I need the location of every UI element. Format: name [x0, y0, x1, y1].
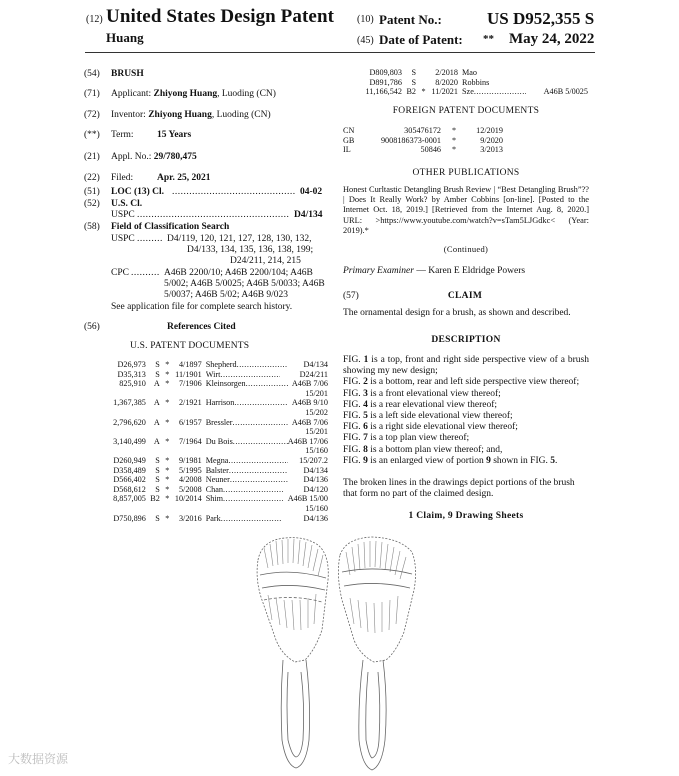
foreign-patent-documents-title: FOREIGN PATENT DOCUMENTS [392, 106, 540, 116]
ref-date: 6/1957 [178, 417, 202, 427]
ref-kind: B2 [150, 494, 160, 504]
ref-class: D4/136 [303, 513, 328, 523]
foreign-star: * [451, 145, 457, 155]
foreign-number: 9008186373-0001 [380, 135, 441, 145]
ref-class-secondary: 15/202 [305, 407, 328, 417]
ref-class-secondary: 15/201 [305, 427, 328, 437]
term-label: Term: [111, 130, 134, 140]
search-uspc-line-1: D4/119, 120, 121, 127, 128, 130, 132, [167, 234, 312, 244]
patent-no-label: Patent No.: [379, 12, 442, 27]
ref-star: * [165, 513, 170, 523]
ref-number: 11,166,542 [365, 87, 402, 97]
foreign-country: CN [343, 126, 355, 135]
code-term: (**) [84, 130, 100, 140]
patent-date: May 24, 2022 [509, 31, 595, 47]
foreign-country: IL [343, 145, 351, 155]
ref-star: * [165, 465, 170, 475]
ref-number: 3,140,499 [113, 436, 146, 446]
other-publications-text: Honest Curltastic Detangling Brush Review | “Best Detangling Brush”?? | Does It Really Work? by Amber Cobbins [on-line]. [Posted to the Internet Oct. 18, 2019.] [Retrieved from the Internet Aug. 8, 2020.] URL: >https://www.youtube.com/watch?v=sTam5LJGdkc< (Year: 2019).* [343, 185, 589, 235]
ref-number: D26,973 [117, 360, 146, 369]
ref-date: 3/2016 [178, 513, 202, 523]
ref-name: Harrison..... [206, 398, 288, 408]
description-item: FIG. 4 is a rear elevational view thereof; [343, 399, 498, 410]
filed-label: Filed: [111, 173, 134, 183]
description-item: FIG. 7 is a top plan view thereof; [343, 433, 470, 444]
description-title: DESCRIPTION [431, 335, 501, 345]
ref-name: Bressler..... [206, 418, 288, 428]
loc-value: 04-02 [300, 187, 323, 197]
examiner-separator: — [413, 266, 429, 276]
ref-date: 8/2020 [435, 77, 458, 87]
ref-class-secondary: 15/201 [305, 388, 328, 398]
continued-note: (Continued) [443, 244, 489, 254]
ref-name: Du Bois..... [206, 437, 288, 447]
inventor-label: Inventor: [111, 110, 146, 120]
ref-number: 8,857,005 [113, 494, 146, 504]
ref-name: Mao [462, 68, 478, 77]
code-72: (72) [84, 110, 100, 120]
ref-number: D566,402 [113, 475, 146, 485]
watermark: 大数据资源 [8, 752, 69, 766]
ref-class: A46B 17/06 [287, 436, 328, 446]
ref-class-secondary: 15/160 [305, 503, 328, 513]
ref-date: 11/2021 [431, 87, 458, 97]
foreign-date: 12/2019 [476, 126, 503, 135]
header-code-45: (45) [357, 35, 374, 46]
inventor-surname: Huang [106, 30, 144, 45]
claims-summary: 1 Claim, 9 Drawing Sheets [408, 511, 524, 521]
foreign-country: GB [343, 135, 355, 145]
ref-number: D35,313 [117, 369, 146, 379]
claim-text: The ornamental design for a brush, as shown and described. [343, 308, 571, 318]
search-uspc-label: USPC [111, 234, 135, 244]
ref-class: D4/136 [303, 475, 328, 485]
ref-date: 2/1921 [178, 398, 202, 408]
ref-kind: S [155, 513, 160, 523]
search-cpc-label: CPC [111, 268, 129, 278]
applicant-name: Zhiyong Huang [153, 89, 218, 99]
ref-class: A46B 7/06 [291, 417, 328, 427]
foreign-date: 3/2013 [480, 145, 503, 155]
foreign-star: * [451, 126, 457, 135]
ref-name: Wirt..... [206, 370, 288, 380]
document-title: United States Design Patent [106, 6, 335, 27]
applicant-label: Applicant: [111, 89, 152, 99]
ref-number: D260,949 [113, 455, 146, 465]
ref-class: A46B 9/10 [291, 398, 328, 408]
ref-date: 7/1906 [178, 379, 202, 389]
foreign-number: 305476172 [404, 126, 441, 135]
claim-title: CLAIM [447, 291, 483, 301]
ref-kind: S [411, 68, 416, 77]
examiner-label: Primary Examiner [343, 266, 414, 276]
ref-star: * [165, 484, 170, 494]
ref-kind: S [155, 369, 160, 379]
filed-date: Apr. 25, 2021 [157, 173, 211, 183]
ref-date: 7/1964 [178, 436, 202, 446]
header-code-12: (12) [86, 14, 103, 25]
other-publications-title: OTHER PUBLICATIONS [412, 168, 520, 178]
ref-star: * [165, 436, 170, 446]
ref-number: 825,910 [119, 379, 146, 389]
ref-name: Balster..... [206, 466, 288, 476]
ref-date: 11/1901 [175, 369, 202, 379]
ref-date: 9/1981 [178, 455, 202, 465]
foreign-number: 50846 [420, 145, 441, 155]
field-search-label: Field of Classification Search [111, 222, 230, 232]
search-cpc-line-3: 5/0037; A46B 5/02; A46B 9/023 [164, 290, 289, 300]
ref-number: D891,786 [369, 77, 402, 87]
ref-star: * [165, 475, 170, 485]
ref-name: Shim..... [206, 494, 288, 504]
term-value: 15 Years [157, 130, 192, 140]
code-54: (54) [84, 69, 100, 79]
search-cpc-line-1: A46B 2200/10; A46B 2200/104; A46B [164, 268, 313, 278]
ref-name: Park..... [206, 514, 288, 524]
description-item: FIG. 6 is a right side elevational view thereof; [343, 422, 518, 433]
references-cited-label: References Cited [167, 322, 236, 332]
ref-kind: A [153, 398, 160, 408]
ref-number: D568,612 [113, 484, 146, 494]
description-item: FIG. 2 is a bottom, rear and left side perspective view thereof; [343, 377, 580, 388]
ref-kind: S [411, 77, 416, 87]
description-item: FIG. 9 is an enlarged view of portion 9 shown in FIG. 5. [343, 455, 558, 466]
uspc-label: USPC [111, 210, 135, 220]
ref-star: * [165, 417, 170, 427]
inventor-location: , Luoding (CN) [211, 110, 271, 120]
us-patent-documents-label: U.S. PATENT DOCUMENTS [130, 341, 250, 351]
header-code-10: (10) [357, 14, 374, 25]
ref-name: Megna..... [206, 456, 288, 466]
search-uspc-line-3: D24/211, 214, 215 [230, 256, 301, 266]
ref-name: Kleinsorgen..... [206, 379, 288, 389]
code-56: (56) [84, 322, 100, 332]
ref-date: 4/1897 [178, 360, 202, 369]
ref-kind: S [155, 455, 160, 465]
ref-class: 15/207.2 [299, 455, 328, 465]
ref-star: * [165, 494, 170, 504]
description-item: FIG. 1 is a top, front and right side perspective view of a brush showing my new design; [343, 355, 589, 377]
uspc-value: D4/134 [294, 210, 323, 220]
description-item: FIG. 8 is a bottom plan view thereof; and, [343, 444, 503, 455]
ref-class: D24/211 [299, 369, 328, 379]
loc-label: LOC (13) Cl. [111, 187, 165, 197]
ref-star: * [165, 379, 170, 389]
ref-star: * [165, 398, 170, 408]
ref-kind: S [155, 465, 160, 475]
appl-label: Appl. No.: [111, 152, 152, 162]
ref-class: D4/134 [303, 465, 328, 475]
ref-class: A46B 5/0025 [543, 87, 588, 97]
ref-name: Chan..... [206, 485, 288, 495]
date-marks: ** [483, 33, 494, 45]
ref-number: 2,796,620 [113, 417, 146, 427]
ref-date: 5/2008 [178, 484, 202, 494]
description-item: FIG. 3 is a front elevational view thereof; [343, 388, 501, 399]
inventor-name: Zhiyong Huang [148, 110, 212, 120]
ref-kind: S [155, 360, 160, 369]
ref-star: * [165, 369, 170, 379]
ref-number: D809,803 [369, 68, 402, 77]
ref-kind: S [155, 475, 160, 485]
code-57: (57) [343, 291, 359, 301]
ref-kind: A [153, 379, 160, 389]
ref-class-secondary: 15/160 [305, 446, 328, 456]
ref-number: D358,489 [113, 465, 146, 475]
ref-date: 4/2008 [178, 475, 202, 485]
ref-class: A46B 7/06 [291, 379, 328, 389]
code-22: (22) [84, 173, 100, 183]
code-51: (51) [84, 187, 100, 197]
code-52: (52) [84, 199, 100, 209]
search-history-note: See application file for complete search history. [111, 302, 293, 312]
ref-name: Shepherd..... [206, 360, 288, 370]
foreign-star: * [451, 135, 457, 145]
code-71: (71) [84, 89, 100, 99]
ref-star: * [165, 455, 170, 465]
us-cl-label: U.S. Cl. [111, 199, 143, 209]
ref-class: D4/134 [303, 360, 328, 369]
applicant-location: , Luoding (CN) [217, 89, 276, 99]
ref-kind: S [155, 484, 160, 494]
date-label: Date of Patent: [379, 32, 463, 47]
code-58: (58) [84, 222, 100, 232]
ref-name: Sze..... [462, 87, 542, 97]
ref-date: 5/1995 [178, 465, 202, 475]
description-item: FIG. 5 is a left side elevational view thereof; [343, 411, 513, 422]
ref-star: * [165, 360, 170, 369]
code-21: (21) [84, 152, 100, 162]
ref-number: D750,896 [113, 513, 146, 523]
ref-star: * [421, 87, 426, 97]
ref-kind: A [153, 417, 160, 427]
ref-date: 10/2014 [174, 494, 202, 504]
search-uspc-line-2: D4/133, 134, 135, 136, 138, 199; [187, 245, 314, 255]
examiner-name: Karen E Eldridge Powers [428, 266, 526, 276]
ref-kind: B2 [406, 87, 416, 97]
search-cpc-line-2: 5/002; A46B 5/0025; A46B 5/0033; A46B [164, 279, 325, 289]
ref-number: 1,367,385 [113, 398, 146, 408]
ref-class: A46B 15/00 [287, 494, 328, 504]
patent-number: US D952,355 S [487, 9, 595, 28]
appl-number: 29/780,475 [153, 152, 197, 162]
ref-date: 2/2018 [435, 68, 458, 77]
ref-name: Robbins [462, 77, 490, 87]
ref-class: D4/120 [303, 484, 328, 494]
broken-lines-note: The broken lines in the drawings depict portions of the brush that form no part of the claimed design. [343, 478, 575, 500]
ref-name: Neuner..... [206, 475, 288, 485]
foreign-date: 9/2020 [480, 135, 503, 145]
ref-kind: A [153, 436, 160, 446]
design-title: BRUSH [111, 69, 144, 79]
